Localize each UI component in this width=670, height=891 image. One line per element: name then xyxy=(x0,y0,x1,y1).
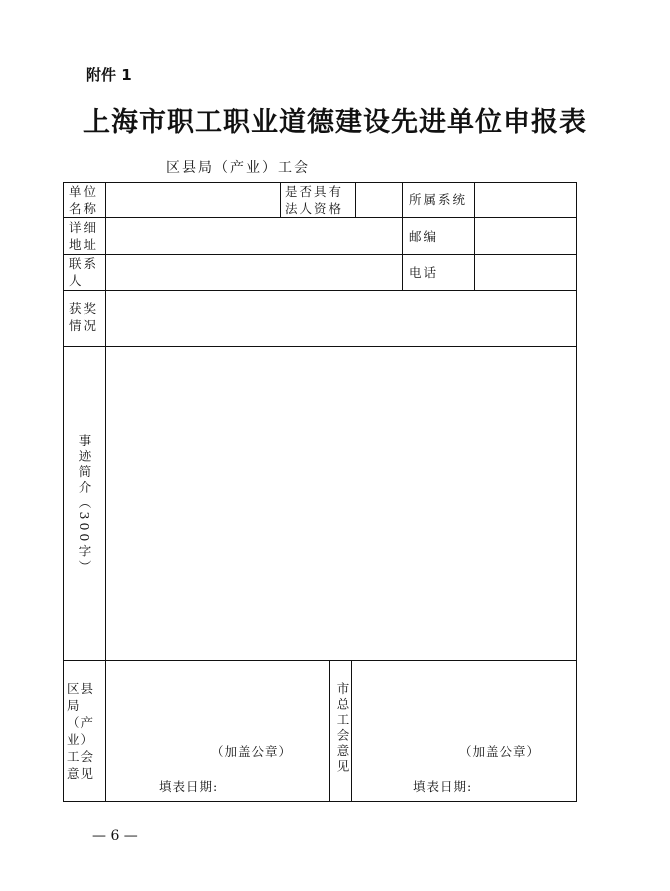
column-divider xyxy=(105,182,106,802)
attachment-label: 附件 1 xyxy=(86,66,132,84)
row-divider xyxy=(63,660,577,661)
deeds-field[interactable] xyxy=(111,350,571,655)
column-divider xyxy=(474,182,475,291)
postcode-field[interactable] xyxy=(479,221,573,251)
column-divider xyxy=(280,182,281,218)
row-divider xyxy=(63,217,577,218)
table-border-left xyxy=(63,182,64,802)
application-form-table xyxy=(63,182,577,802)
page-title: 上海市职工职业道德建设先进单位申报表 xyxy=(83,107,587,138)
row-divider xyxy=(63,290,577,291)
phone-field[interactable] xyxy=(479,257,573,287)
address-label: 详细 地址 xyxy=(69,220,99,252)
legal-person-field[interactable] xyxy=(359,185,399,215)
column-divider xyxy=(402,182,403,291)
district-stamp-text: （加盖公章） xyxy=(211,744,293,759)
row-divider xyxy=(63,254,577,255)
phone-label: 电话 xyxy=(409,265,439,280)
table-border-right xyxy=(576,182,577,802)
awards-label: 获奖 情况 xyxy=(69,301,99,333)
table-border-bottom xyxy=(63,801,577,802)
contact-label: 联系 人 xyxy=(69,256,99,288)
contact-field[interactable] xyxy=(111,257,398,287)
row-divider xyxy=(63,346,577,347)
deeds-label: 事迹简介（300字） xyxy=(77,434,92,576)
postcode-label: 邮编 xyxy=(409,229,439,244)
system-label: 所属系统 xyxy=(409,192,468,207)
awards-field[interactable] xyxy=(111,294,571,342)
union-subtitle: 区县局（产业）工会 xyxy=(166,160,310,176)
city-opinion-label: 市总工会意见 xyxy=(335,682,350,775)
address-field[interactable] xyxy=(111,221,398,251)
column-divider xyxy=(329,660,330,802)
city-stamp-text: （加盖公章） xyxy=(459,744,541,759)
unit-name-field[interactable] xyxy=(111,185,276,215)
column-divider xyxy=(351,660,352,802)
system-field[interactable] xyxy=(479,185,573,215)
legal-person-label: 是否具有 法人资格 xyxy=(285,184,344,216)
column-divider xyxy=(355,182,356,218)
unit-name-label: 单位 名称 xyxy=(69,184,99,216)
district-opinion-label: 区县局（产业）工会意见 xyxy=(67,681,95,781)
city-date-label: 填表日期: xyxy=(413,779,473,794)
district-date-label: 填表日期: xyxy=(159,779,219,794)
